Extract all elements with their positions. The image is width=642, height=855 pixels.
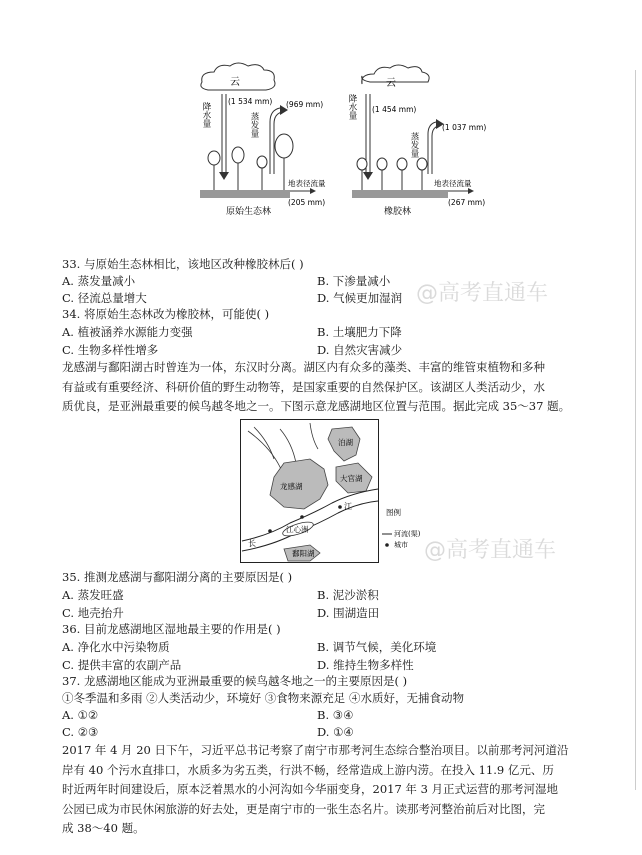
evap-value-a: (969 mm): [286, 100, 324, 109]
label-longgan: 龙感湖: [280, 482, 303, 491]
precip-label-b: 降水量: [347, 94, 357, 120]
watermark: @高考直通车: [424, 538, 557, 563]
passage2-line: 岸有 40 个污水直排口，水质多为劣五类，行洪不畅，经常造成上游内涝。在投入 11.9 亿元、历: [62, 762, 554, 777]
q37-stem: 37. 龙感湖地区能成为亚洲最重要的候鸟越冬地之一的主要原因是( ): [62, 674, 408, 688]
q35-option-a[interactable]: A. 蒸发旺盛: [62, 588, 124, 602]
q37-option-a[interactable]: A. ①②: [62, 708, 99, 722]
q37-option-c[interactable]: C. ②③: [62, 725, 99, 739]
evap-label-a: 蒸发量: [249, 112, 259, 138]
cloud-label-a: 云: [230, 77, 240, 88]
legend-river: 河流(渠): [394, 530, 420, 538]
forest-b-diagram: [347, 65, 486, 217]
water-balance-figure: [190, 62, 510, 222]
label-poyang: 鄱阳湖: [292, 549, 315, 558]
q34-option-a[interactable]: A. 植被涵养水源能力变强: [62, 325, 193, 339]
q37-option-d[interactable]: D. ①④: [317, 725, 354, 739]
q36-option-b[interactable]: B. 调节气候，美化环境: [317, 640, 437, 654]
q36-stem: 36. 目前龙感湖地区湿地最主要的作用是( ): [62, 622, 281, 636]
passage2-line: 2017 年 4 月 20 日下午，习近平总书记考察了南宁市那考河生态综合整治项目。以前那考河河道沿: [62, 743, 569, 757]
q36-option-c[interactable]: C. 提供丰富的农副产品: [62, 658, 182, 672]
q33-option-c[interactable]: C. 径流总量增大: [62, 291, 147, 305]
precip-value-a: (1 534 mm): [228, 97, 273, 106]
longgan-lake-map: [240, 419, 420, 564]
runoff-label-b: 地表径流量: [434, 179, 472, 188]
q35-stem: 35. 推测龙感湖与鄱阳湖分离的主要原因是( ): [62, 570, 293, 584]
passage1-line: 龙感湖与鄱阳湖古时曾连为一体，东汉时分离。湖区内有众多的藻类、丰富的维管束植物和多种: [62, 360, 545, 374]
precip-label-a: 降水量: [201, 102, 211, 128]
q33-option-d[interactable]: D. 气候更加湿润: [317, 291, 403, 305]
q33-option-b[interactable]: B. 下渗量减小: [317, 274, 391, 288]
runoff-label-a: 地表径流量: [288, 179, 326, 188]
label-jiangxin: 江心洲: [286, 525, 309, 534]
q34-stem: 34. 将原始生态林改为橡胶林，可能使( ): [62, 307, 270, 321]
q33-option-a[interactable]: A. 蒸发量减小: [62, 274, 136, 288]
q35-option-b[interactable]: B. 泥沙淤积: [317, 588, 379, 602]
passage2-line: 时近两年时间建设后，原本泛着黑水的小河沟如今华丽变身，2017 年 3 月正式运营的那考河湿地: [62, 782, 559, 796]
runoff-value-a: (205 mm): [288, 198, 326, 207]
watermark: @高考直通车: [416, 281, 549, 306]
caption-b: 橡胶林: [384, 207, 412, 217]
passage2-line: 成 38～40 题。: [62, 821, 145, 835]
passage2-line: 公园已成为市民休闲旅游的好去处，更是南宁市的一张生态名片。读那考河整治前后对比图，完: [62, 801, 545, 816]
q34-option-b[interactable]: B. 土壤肥力下降: [317, 325, 402, 339]
label-jiang: 江: [344, 502, 352, 511]
q37-items: ①冬季温和多雨 ②人类活动少，环境好 ③食物来源充足 ④水质好，无捕食动物: [62, 691, 464, 705]
q36-option-d[interactable]: D. 维持生物多样性: [317, 658, 414, 672]
q36-option-a[interactable]: A. 净化水中污染物质: [62, 640, 170, 654]
label-daguan: 大官湖: [340, 474, 363, 483]
q34-option-d[interactable]: D. 自然灾害减少: [317, 343, 403, 357]
caption-a: 原始生态林: [226, 207, 272, 217]
evap-value-b: (1 037 mm): [442, 123, 487, 132]
passage1-line: 质优良，是亚洲最重要的候鸟越冬地之一。下图示意龙感湖地区位置与范围。据此完成 35～37 题。: [62, 399, 571, 413]
legend-city: 城市: [394, 541, 408, 549]
q33-stem: 33. 与原始生态林相比，该地区改种橡胶林后( ): [62, 257, 304, 271]
q35-option-d[interactable]: D. 围湖造田: [317, 606, 380, 620]
label-chang: 长: [248, 539, 256, 548]
precip-value-b: (1 454 mm): [372, 105, 417, 114]
legend-title: 图例: [386, 508, 401, 517]
q37-option-b[interactable]: B. ③④: [317, 708, 354, 722]
runoff-value-b: (267 mm): [448, 198, 486, 207]
passage1-line: 有益或有重要经济、科研价值的野生动物等，是国家重要的自然保护区。该湖区人类活动少，水: [62, 379, 545, 394]
q34-option-c[interactable]: C. 生物多样性增多: [62, 343, 159, 357]
label-bohu: 泊湖: [338, 438, 353, 447]
q35-option-c[interactable]: C. 地壳抬升: [62, 606, 124, 620]
cloud-label-b: 云: [386, 78, 396, 89]
evap-label-b: 蒸发量: [409, 132, 419, 158]
passage-nakaohe: [62, 741, 622, 839]
forest-a-diagram: [200, 63, 326, 217]
passage-longgan: [62, 358, 622, 417]
page-edge-divider: [635, 70, 642, 790]
